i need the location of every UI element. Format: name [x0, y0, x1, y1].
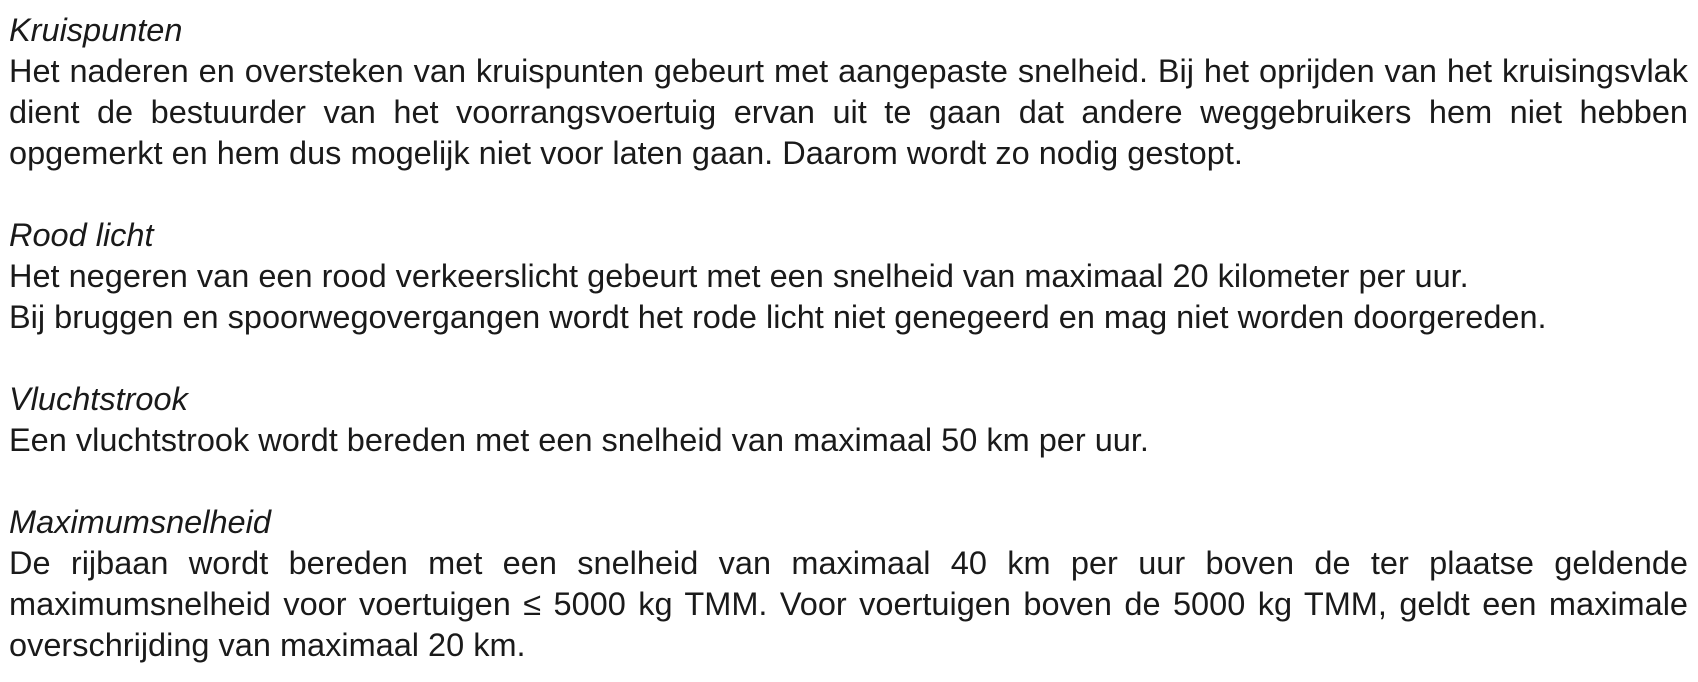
section-heading: Kruispunten: [9, 12, 183, 48]
section-paragraph: Bij bruggen en spoorwegovergangen wordt het rode licht niet genegeerd en mag niet worden doorgereden.: [9, 299, 1547, 335]
section-paragraph: Het naderen en oversteken van kruispunten gebeurt met aangepaste snelheid. Bij het oprijden van het kruisingsvlak dient de bestuurder van het voorrangsvoertuig ervan uit te gaan dat andere weggebruikers hem niet hebben opgemerkt en hem dus mogelijk niet voor laten gaan. Daarom wordt zo nodig gestopt.: [9, 53, 1688, 171]
section-vluchtstrook: [9, 379, 1688, 461]
section-maximumsnelheid: [9, 502, 1688, 666]
document: [9, 10, 1688, 666]
section-heading: Maximumsnelheid: [9, 504, 271, 540]
section-kruispunten: [9, 10, 1688, 174]
section-paragraph: De rijbaan wordt bereden met een snelheid van maximaal 40 km per uur boven de ter plaatse geldende maximumsnelheid voor voertuigen ≤ 5000 kg TMM. Voor voertuigen boven de 5000 kg TMM, geldt een maximale overschrijding van maximaal 20 km.: [9, 545, 1688, 663]
section-heading: Vluchtstrook: [9, 381, 188, 417]
section-paragraph: Een vluchtstrook wordt bereden met een snelheid van maximaal 50 km per uur.: [9, 422, 1149, 458]
section-paragraph: Het negeren van een rood verkeerslicht gebeurt met een snelheid van maximaal 20 kilometer per uur.: [9, 258, 1469, 294]
section-rood-licht: [9, 215, 1688, 338]
section-heading: Rood licht: [9, 217, 154, 253]
